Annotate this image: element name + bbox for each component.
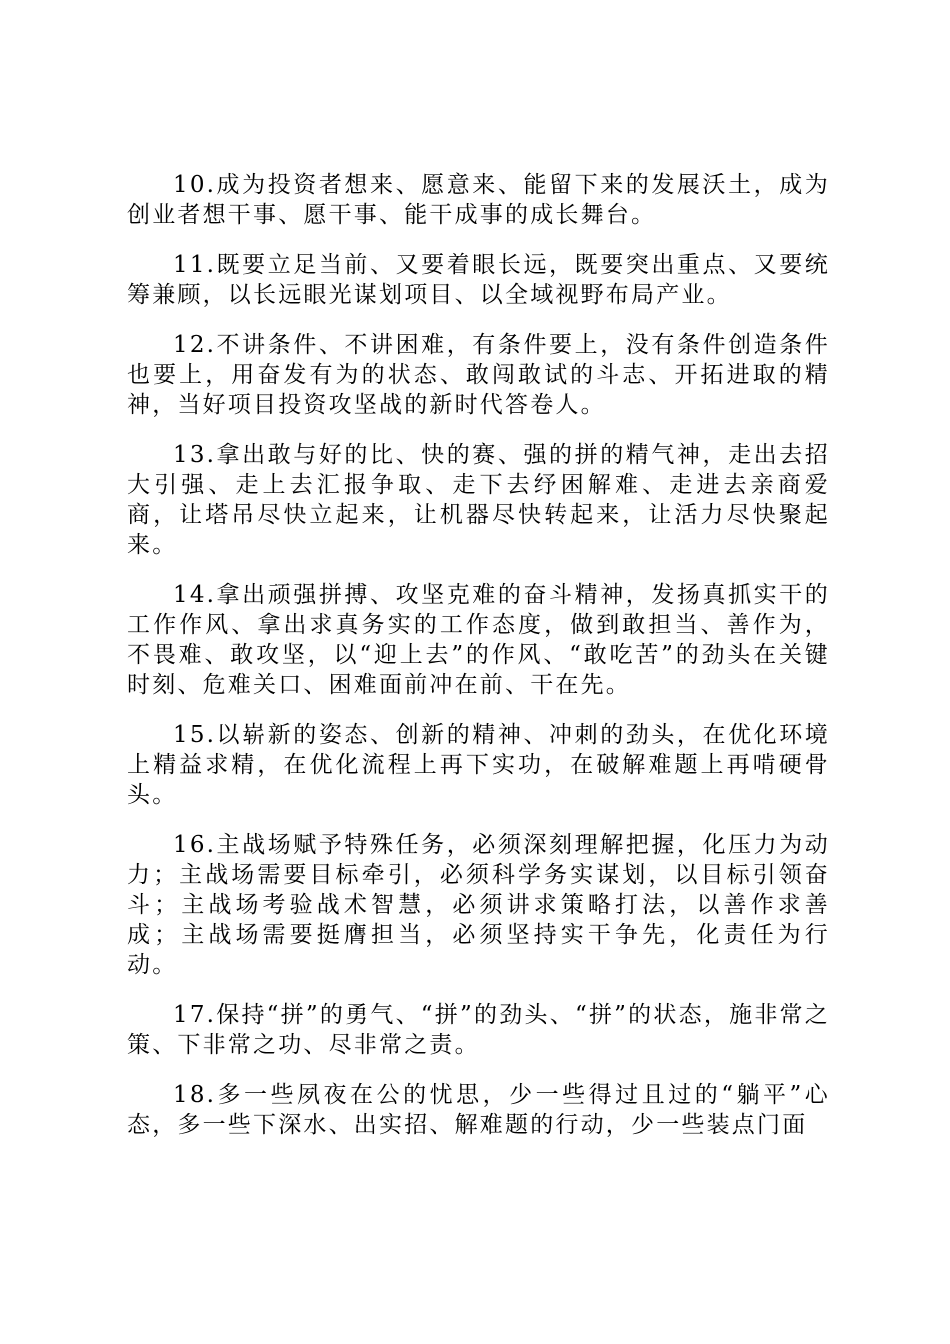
paragraph-18: 18.多一些夙夜在公的忧思，少一些得过且过的“躺平”心态，多一些下深水、出实招、解难题的行动，少一些装点门面 [127, 1082, 830, 1138]
paragraph-15: 15.以崭新的姿态、创新的精神、冲刺的劲头，在优化环境上精益求精，在优化流程上再下实功，在破解难题上再啃硬骨头。 [127, 722, 830, 808]
paragraph-13: 13.拿出敢与好的比、快的赛、强的拼的精气神，走出去招大引强、走上去汇报争取、走下去纾困解难、走进去亲商爱商，让塔吊尽快立起来，让机器尽快转起来，让活力尽快聚起来。 [127, 442, 830, 558]
paragraph-10: 10.成为投资者想来、愿意来、能留下来的发展沃土，成为创业者想干事、愿干事、能干成事的成长舞台。 [127, 172, 830, 228]
paragraph-12: 12.不讲条件、不讲困难，有条件要上，没有条件创造条件也要上，用奋发有为的状态、敢闯敢试的斗志、开拓进取的精神，当好项目投资攻坚战的新时代答卷人。 [127, 332, 830, 418]
paragraph-11: 11.既要立足当前、又要着眼长远，既要突出重点、又要统筹兼顾，以长远眼光谋划项目、以全域视野布局产业。 [127, 252, 830, 308]
document-body [127, 170, 830, 1160]
paragraph-17: 17.保持“拼”的勇气、“拼”的劲头、“拼”的状态，施非常之策、下非常之功、尽非常之责。 [127, 1002, 830, 1058]
paragraph-16: 16.主战场赋予特殊任务，必须深刻理解把握，化压力为动力；主战场需要目标牵引，必须科学务实谋划，以目标引领奋斗；主战场考验战术智慧，必须讲求策略打法，以善作求善成；主战场需要挺膺担当，必须坚持实干争先，化责任为行动。 [127, 832, 830, 978]
paragraph-14: 14.拿出顽强拼搏、攻坚克难的奋斗精神，发扬真抓实干的工作作风、拿出求真务实的工作态度，做到敢担当、善作为，不畏难、敢攻坚，以“迎上去”的作风、“敢吃苦”的劲头在关键时刻、危难关口、困难面前冲在前、干在先。 [127, 582, 830, 698]
